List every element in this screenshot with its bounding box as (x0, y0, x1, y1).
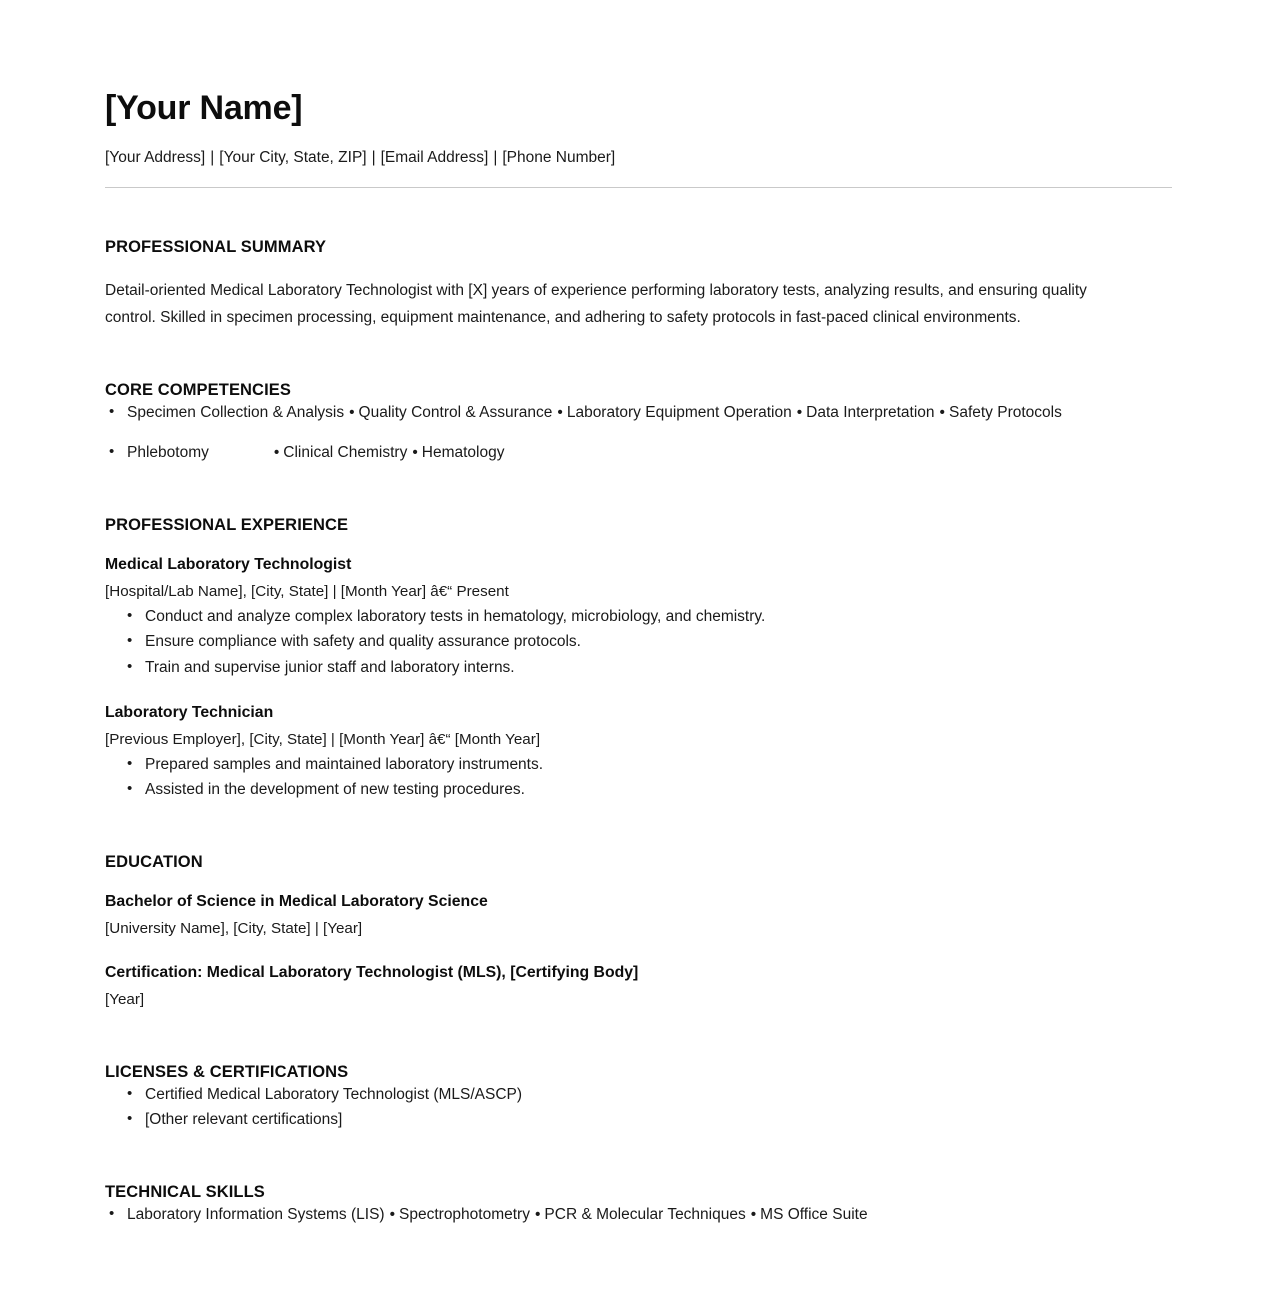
list-item (105, 400, 1172, 426)
job-bullets (105, 752, 1172, 803)
competency-item: Laboratory Equipment Operation (566, 404, 792, 422)
section-professional-experience (105, 516, 1172, 803)
list-item: • Prepared samples and maintained laboratory instruments. (105, 752, 1172, 778)
resume-header (105, 90, 1172, 188)
competency-item: Specimen Collection & Analysis (127, 404, 345, 422)
contact-address: [Your Address] (105, 149, 206, 167)
competency-item: Data Interpretation (806, 404, 935, 422)
section-education (105, 853, 1172, 1013)
education-entry (105, 893, 1172, 941)
dot-separator-icon: • (349, 404, 355, 422)
skill-item: Spectrophotometry (399, 1205, 530, 1223)
certification-title: Certification: Medical Laboratory Technologist (MLS), [Certifying Body] (105, 964, 639, 982)
section-title-education: EDUCATION (105, 852, 203, 871)
dot-separator-icon: • (534, 1205, 541, 1223)
experience-entry (105, 704, 1172, 803)
section-technical-skills (105, 1183, 1172, 1228)
section-title-competencies: CORE COMPETENCIES (105, 381, 291, 400)
dot-separator-icon: • (389, 1205, 396, 1223)
section-title-skills: TECHNICAL SKILLS (105, 1182, 265, 1201)
contact-city: [Your City, State, ZIP] (219, 149, 367, 167)
contact-line (105, 147, 1172, 169)
section-title-experience: PROFESSIONAL EXPERIENCE (105, 515, 349, 534)
experience-entry (105, 556, 1172, 681)
skill-item: PCR & Molecular Techniques (544, 1205, 746, 1223)
section-professional-summary (105, 238, 1172, 331)
job-meta: [Previous Employer], [City, State] | [Month Year] â€“ [Month Year] (105, 730, 541, 748)
section-core-competencies (105, 381, 1172, 465)
list-item: • Certified Medical Laboratory Technologist (MLS/ASCP) (105, 1082, 1172, 1108)
list-item: • Train and supervise junior staff and laboratory interns. (105, 655, 1172, 681)
competency-item: Quality Control & Assurance (358, 404, 553, 422)
contact-phone: [Phone Number] (502, 149, 616, 167)
job-title: Medical Laboratory Technologist (105, 555, 352, 573)
dot-separator-icon: • (939, 404, 945, 422)
summary-text: Detail-oriented Medical Laboratory Technologist with [X] years of experience performing laboratory tests, analyzing results, and ensuring quality control. Skilled in specimen processing, equipment maintenance, and adhering to safety protocols in fast-paced clinical environments. (105, 282, 1087, 326)
contact-separator: | (210, 149, 215, 167)
competency-item: Hematology (421, 443, 505, 461)
job-title: Laboratory Technician (105, 703, 274, 721)
job-bullets (105, 604, 1172, 681)
dot-separator-icon: • (796, 404, 803, 422)
page-title: [Your Name] (105, 89, 303, 127)
contact-separator: | (371, 149, 376, 167)
list-item: • Ensure compliance with safety and quality assurance protocols. (105, 629, 1172, 655)
dot-separator-icon: • (412, 443, 418, 461)
dot-separator-icon: • (557, 404, 563, 422)
degree-title: Bachelor of Science in Medical Laboratory Science (105, 892, 488, 910)
list-item: • Assisted in the development of new testing procedures. (105, 777, 1172, 803)
skill-item: Laboratory Information Systems (LIS) (127, 1205, 385, 1223)
section-licenses-certifications (105, 1063, 1172, 1133)
degree-meta: [University Name], [City, State] | [Year] (105, 919, 363, 937)
education-entry (105, 964, 1172, 1012)
certification-meta: [Year] (105, 991, 145, 1009)
dot-separator-icon: • (273, 443, 280, 461)
competency-item: Clinical Chemistry (283, 443, 408, 461)
dot-separator-icon: • (750, 1205, 757, 1223)
contact-email: [Email Address] (380, 149, 489, 167)
section-title-summary: PROFESSIONAL SUMMARY (105, 238, 327, 257)
skill-item: MS Office Suite (760, 1205, 868, 1223)
contact-separator: | (493, 149, 498, 167)
competencies-list (105, 400, 1172, 465)
competency-item: Phlebotomy (127, 443, 209, 461)
header-divider (105, 187, 1172, 188)
list-item (105, 1202, 1172, 1228)
list-item: • Conduct and analyze complex laboratory tests in hematology, microbiology, and chemistry. (105, 604, 1172, 630)
licenses-list (105, 1082, 1172, 1133)
list-item (105, 440, 1172, 466)
list-item: • [Other relevant certifications] (105, 1107, 1172, 1133)
section-title-licenses: LICENSES & CERTIFICATIONS (105, 1062, 349, 1081)
competency-item: Safety Protocols (948, 404, 1062, 422)
job-meta: [Hospital/Lab Name], [City, State] | [Month Year] â€“ Present (105, 582, 509, 600)
skills-list (105, 1202, 1172, 1228)
